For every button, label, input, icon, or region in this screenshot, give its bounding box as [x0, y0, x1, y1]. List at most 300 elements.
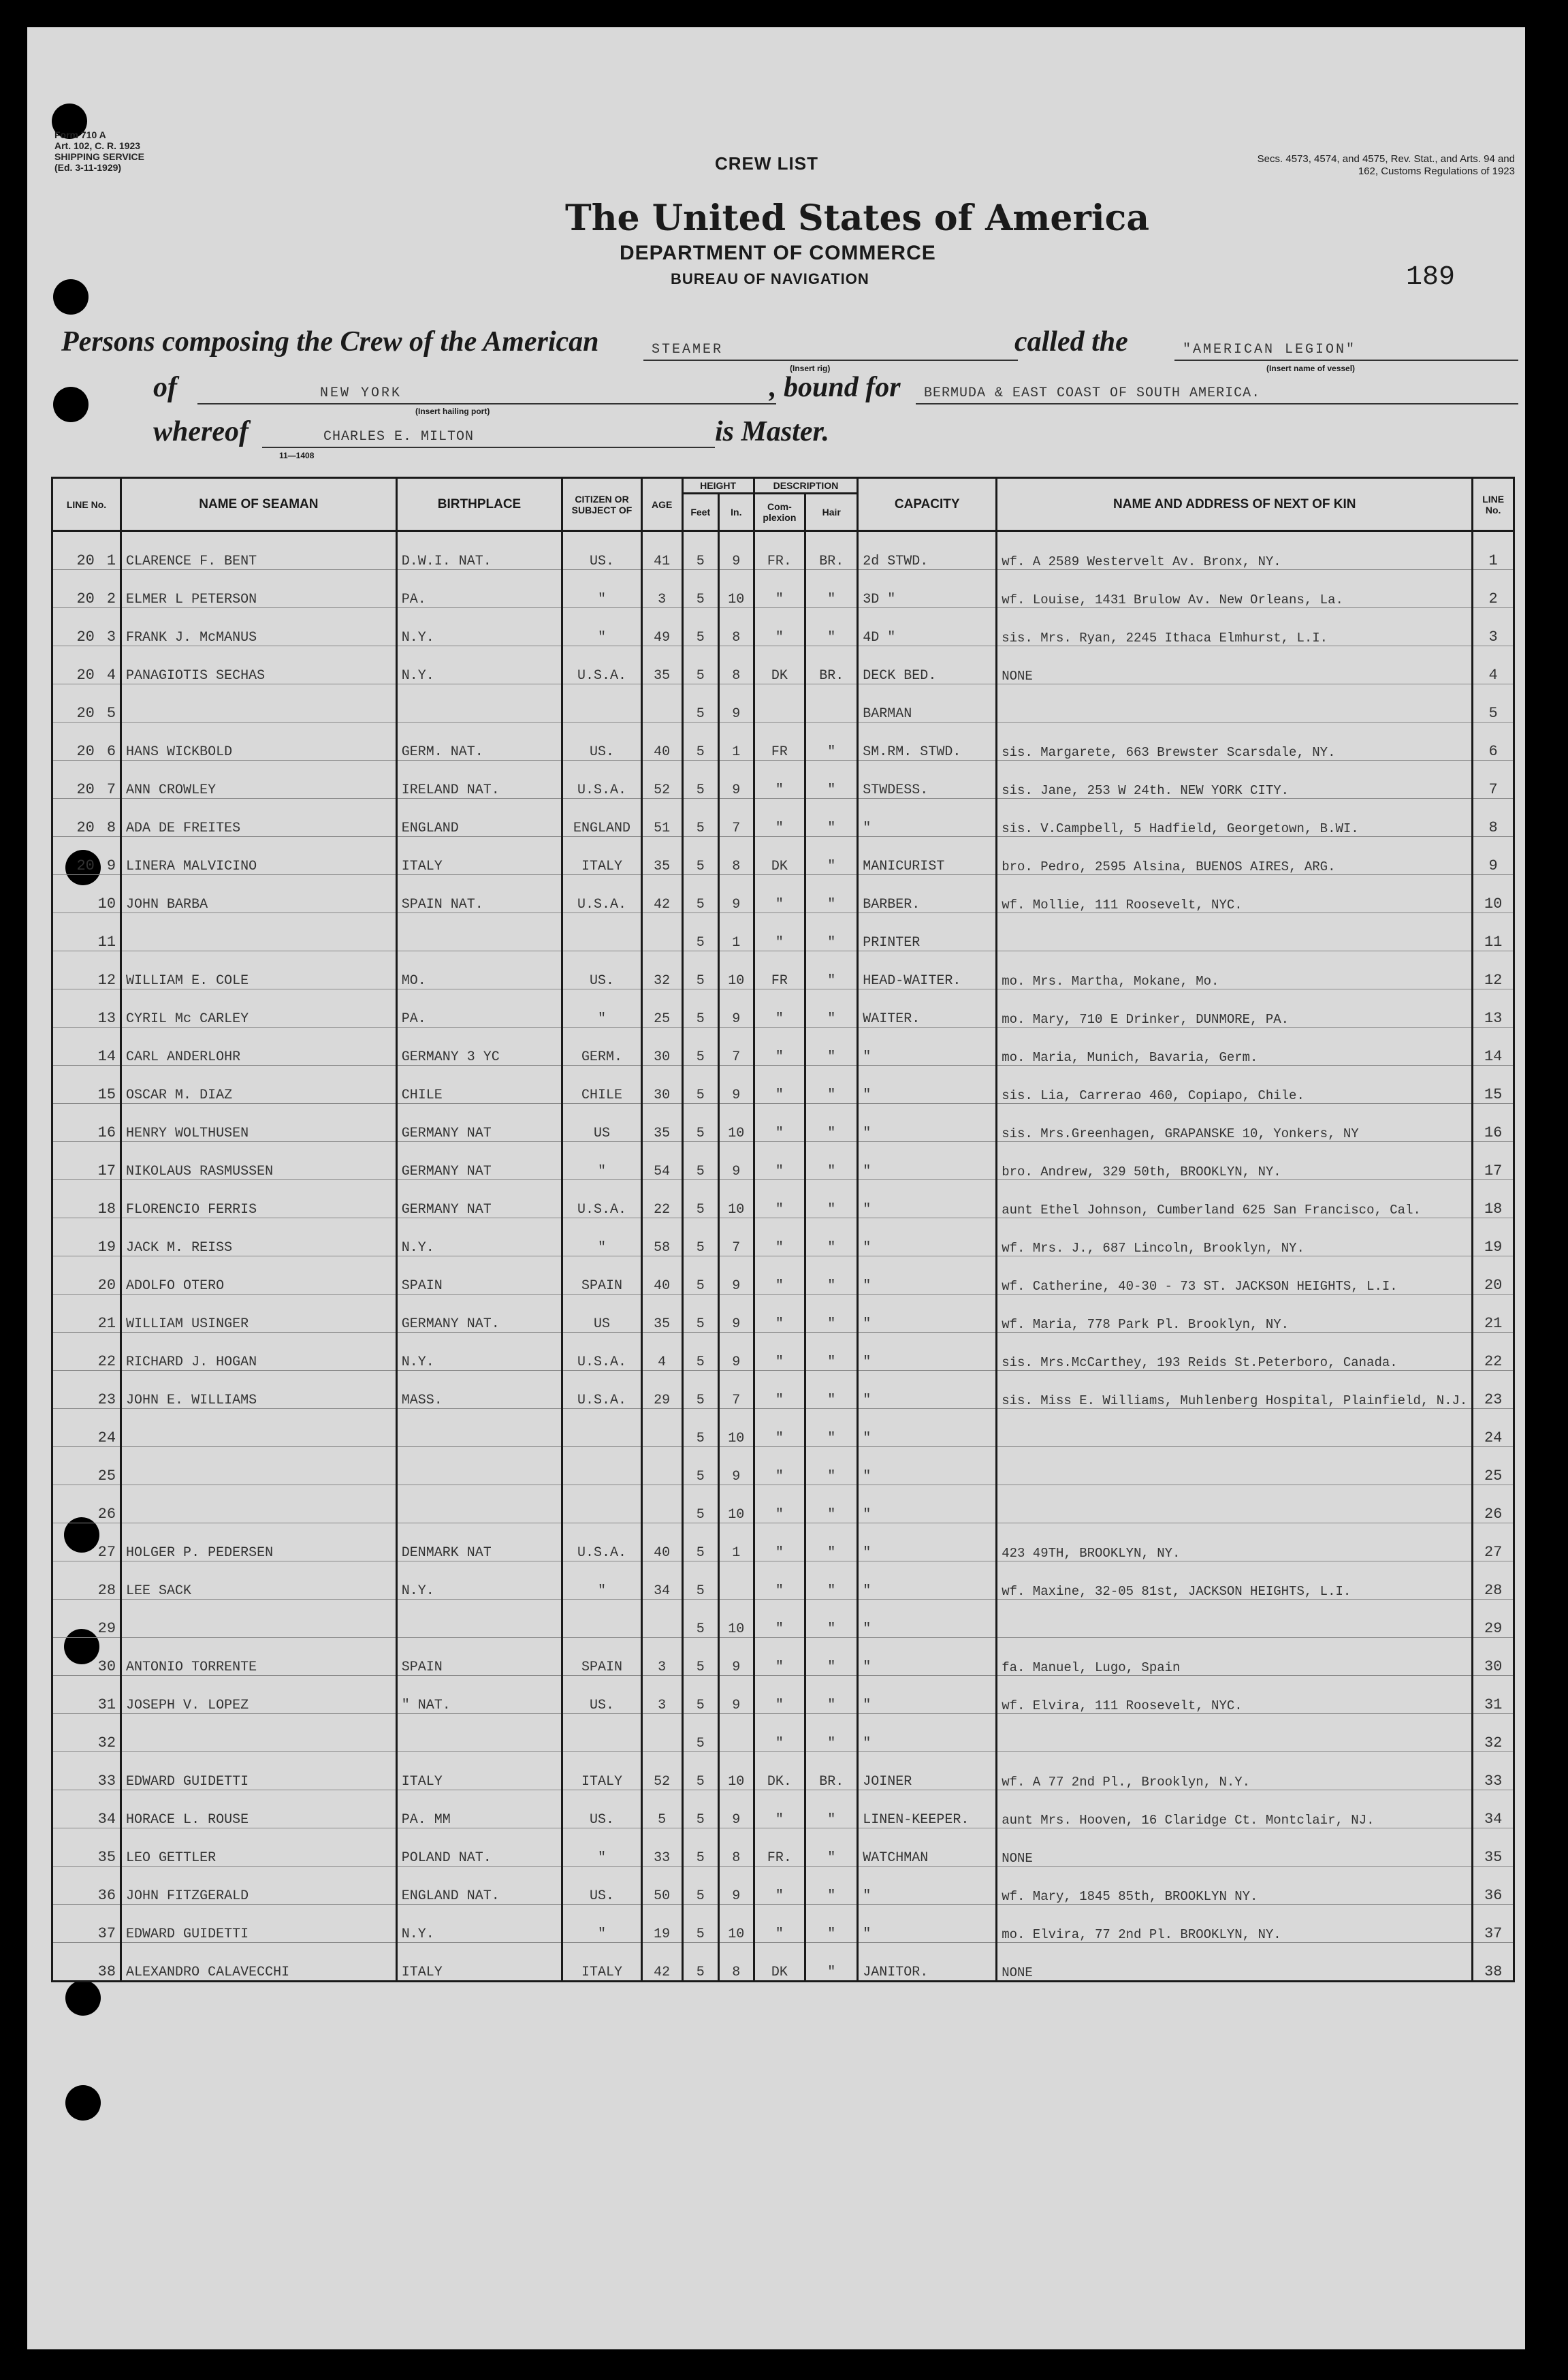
bureau-title: BUREAU OF NAVIGATION [671, 270, 869, 287]
age: 4 [641, 1333, 682, 1371]
age: 42 [641, 1943, 682, 1982]
age: 42 [641, 875, 682, 913]
citizenship: US. [562, 1867, 641, 1905]
citizenship: US. [562, 1676, 641, 1714]
citizenship: U.S.A. [562, 1180, 641, 1218]
hair: " [805, 1256, 858, 1295]
height-feet: 5 [682, 1828, 718, 1867]
hair: " [805, 1447, 858, 1485]
line-number-right: 5 [1473, 684, 1514, 723]
height-feet: 5 [682, 1485, 718, 1523]
line-number-right: 17 [1473, 1142, 1514, 1180]
line-number-right: 32 [1473, 1714, 1514, 1752]
hair: " [805, 1142, 858, 1180]
birthplace: D.W.I. NAT. [396, 531, 562, 570]
height-feet: 5 [682, 646, 718, 684]
age: 58 [641, 1218, 682, 1256]
table-row [52, 1409, 1514, 1447]
citizenship: GERM. [562, 1028, 641, 1066]
birthplace [396, 684, 562, 723]
seaman-name [121, 1600, 397, 1638]
height-feet: 5 [682, 1943, 718, 1982]
height-feet: 5 [682, 608, 718, 646]
line-value: 14 [97, 1048, 116, 1065]
capacity: " [858, 1066, 997, 1104]
line-value: 8 [106, 819, 116, 836]
hair: " [805, 837, 858, 875]
hair: " [805, 1333, 858, 1371]
table-row [52, 1600, 1514, 1638]
line-number [52, 1752, 121, 1790]
line-number-right: 16 [1473, 1104, 1514, 1142]
next-of-kin [997, 1600, 1473, 1638]
line-number-right: 30 [1473, 1638, 1514, 1676]
height-inches: 10 [718, 951, 754, 989]
table-row [52, 570, 1514, 608]
hair: " [805, 1295, 858, 1333]
complexion: " [754, 1409, 805, 1447]
birthplace: GERMANY NAT [396, 1104, 562, 1142]
birthplace [396, 1485, 562, 1523]
line-number-right: 2 [1473, 570, 1514, 608]
line-prefix: 20 [76, 590, 95, 607]
height-inches: 10 [718, 1600, 754, 1638]
citizenship: ITALY [562, 1943, 641, 1982]
line-value: 35 [97, 1849, 116, 1866]
height-feet: 5 [682, 913, 718, 951]
line-number [52, 723, 121, 761]
next-of-kin: sis. Margarete, 663 Brewster Scarsdale, NY. [997, 723, 1473, 761]
line-number-right: 14 [1473, 1028, 1514, 1066]
capacity: " [858, 1485, 997, 1523]
hair: " [805, 1561, 858, 1600]
hair: " [805, 1714, 858, 1752]
age [641, 1714, 682, 1752]
next-of-kin: aunt Mrs. Hooven, 16 Claridge Ct. Montclair, NJ. [997, 1790, 1473, 1828]
seaman-name: JOHN BARBA [121, 875, 397, 913]
birthplace: CHILE [396, 1066, 562, 1104]
citizenship: ENGLAND [562, 799, 641, 837]
citizenship: US [562, 1104, 641, 1142]
line-prefix: 20 [76, 781, 95, 798]
height-feet: 5 [682, 1142, 718, 1180]
next-of-kin: wf. Mary, 1845 85th, BROOKLYN NY. [997, 1867, 1473, 1905]
table-row [52, 646, 1514, 684]
line-number-right: 29 [1473, 1600, 1514, 1638]
next-of-kin [997, 1485, 1473, 1523]
height-inches: 8 [718, 608, 754, 646]
of-label: of [153, 372, 177, 403]
capacity: " [858, 1714, 997, 1752]
seaman-name [121, 1409, 397, 1447]
capacity: HEAD-WAITER. [858, 951, 997, 989]
master-field: CHARLES E. MILTON [262, 426, 715, 448]
seaman-name: CARL ANDERLOHR [121, 1028, 397, 1066]
citizenship: U.S.A. [562, 875, 641, 913]
line-value: 19 [97, 1239, 116, 1256]
line-number-right: 36 [1473, 1867, 1514, 1905]
height-inches: 1 [718, 913, 754, 951]
capacity: JANITOR. [858, 1943, 997, 1982]
citizenship: " [562, 608, 641, 646]
age-header: AGE [641, 478, 682, 531]
capacity: " [858, 1409, 997, 1447]
line-number-right: 34 [1473, 1790, 1514, 1828]
table-row [52, 1943, 1514, 1982]
line-number [52, 989, 121, 1028]
next-of-kin: sis. Jane, 253 W 24th. NEW YORK CITY. [997, 761, 1473, 799]
kin-header: NAME AND ADDRESS OF NEXT OF KIN [997, 478, 1473, 531]
line-number-right: 22 [1473, 1333, 1514, 1371]
capacity: " [858, 1142, 997, 1180]
height-feet: 5 [682, 1333, 718, 1371]
line-value: 13 [97, 1010, 116, 1027]
capacity: " [858, 799, 997, 837]
birthplace: PA. [396, 989, 562, 1028]
table-row [52, 837, 1514, 875]
seaman-name: JOHN E. WILLIAMS [121, 1371, 397, 1409]
seaman-name: JOHN FITZGERALD [121, 1867, 397, 1905]
birthplace [396, 913, 562, 951]
citizenship: US. [562, 1790, 641, 1828]
complexion: " [754, 1676, 805, 1714]
age: 52 [641, 761, 682, 799]
line-value: 3 [106, 629, 116, 646]
line-value: 5 [106, 705, 116, 722]
age: 29 [641, 1371, 682, 1409]
next-of-kin: 423 49TH, BROOKLYN, NY. [997, 1523, 1473, 1561]
table-row [52, 989, 1514, 1028]
hair: " [805, 1409, 858, 1447]
seaman-name: WILLIAM USINGER [121, 1295, 397, 1333]
statute-reference: Secs. 4573, 4574, and 4575, Rev. Stat., and Arts. 94 and 162, Customs Regulations of 1923 [1257, 153, 1515, 177]
height-inches: 9 [718, 989, 754, 1028]
next-of-kin: fa. Manuel, Lugo, Spain [997, 1638, 1473, 1676]
age: 51 [641, 799, 682, 837]
form-number: Form 710 A Art. 102, C. R. 1923 SHIPPING SERVICE (Ed. 3-11-1929) [54, 129, 145, 173]
height-inches: 1 [718, 723, 754, 761]
complexion: " [754, 1295, 805, 1333]
next-of-kin: sis. Mrs.Greenhagen, GRAPANSKE 10, Yonkers, NY [997, 1104, 1473, 1142]
seaman-name: FLORENCIO FERRIS [121, 1180, 397, 1218]
line-number-right: 7 [1473, 761, 1514, 799]
inches-header: In. [718, 494, 754, 531]
line-number [52, 1447, 121, 1485]
height-inches: 9 [718, 1066, 754, 1104]
birthplace: N.Y. [396, 1333, 562, 1371]
line-value: 1 [106, 552, 116, 569]
hair: " [805, 723, 858, 761]
punch-hole [53, 387, 89, 422]
line-number [52, 1256, 121, 1295]
line-number [52, 1371, 121, 1409]
seaman-name [121, 1714, 397, 1752]
hair: " [805, 1066, 858, 1104]
complexion: " [754, 1104, 805, 1142]
birthplace: GERM. NAT. [396, 723, 562, 761]
table-row [52, 875, 1514, 913]
capacity: 4D " [858, 608, 997, 646]
height-inches: 10 [718, 1752, 754, 1790]
capacity: " [858, 1104, 997, 1142]
capacity: " [858, 1218, 997, 1256]
height-inches: 8 [718, 646, 754, 684]
capacity: " [858, 1447, 997, 1485]
height-feet: 5 [682, 951, 718, 989]
line-number [52, 1409, 121, 1447]
table-row [52, 1867, 1514, 1905]
height-feet: 5 [682, 1714, 718, 1752]
line-number [52, 1066, 121, 1104]
citizenship [562, 913, 641, 951]
line-number [52, 1638, 121, 1676]
next-of-kin: mo. Elvira, 77 2nd Pl. BROOKLYN, NY. [997, 1905, 1473, 1943]
capacity: " [858, 1867, 997, 1905]
birthplace: N.Y. [396, 646, 562, 684]
hair: " [805, 1867, 858, 1905]
citizenship [562, 1409, 641, 1447]
line-number [52, 1790, 121, 1828]
line-number-right: 1 [1473, 531, 1514, 570]
line-value: 21 [97, 1315, 116, 1332]
line-number [52, 608, 121, 646]
citizenship: " [562, 1905, 641, 1943]
birthplace: GERMANY NAT [396, 1142, 562, 1180]
line-value: 22 [97, 1353, 116, 1370]
complexion: " [754, 1218, 805, 1256]
line-number-right: 19 [1473, 1218, 1514, 1256]
seaman-name: JACK M. REISS [121, 1218, 397, 1256]
height-inches: 10 [718, 1180, 754, 1218]
seaman-name: EDWARD GUIDETTI [121, 1752, 397, 1790]
height-inches: 9 [718, 531, 754, 570]
table-row [52, 1790, 1514, 1828]
seaman-name [121, 1447, 397, 1485]
next-of-kin: mo. Mary, 710 E Drinker, DUNMORE, PA. [997, 989, 1473, 1028]
height-feet: 5 [682, 1561, 718, 1600]
line-number-right: 18 [1473, 1180, 1514, 1218]
citizenship [562, 1485, 641, 1523]
height-inches: 10 [718, 1104, 754, 1142]
height-feet: 5 [682, 1104, 718, 1142]
page-number: 189 [1406, 262, 1456, 293]
height-feet: 5 [682, 1218, 718, 1256]
line-number [52, 1523, 121, 1561]
birthplace [396, 1600, 562, 1638]
line-number-right: 27 [1473, 1523, 1514, 1561]
line-value: 11 [97, 934, 116, 951]
line-number [52, 1714, 121, 1752]
hair [805, 684, 858, 723]
citizenship [562, 1714, 641, 1752]
birthplace: GERMANY NAT. [396, 1295, 562, 1333]
complexion: " [754, 1333, 805, 1371]
complexion: " [754, 1523, 805, 1561]
line-value: 23 [97, 1391, 116, 1408]
form-code: 11—1408 [279, 451, 315, 460]
height-inches: 9 [718, 1256, 754, 1295]
complexion-header: Com-plexion [754, 494, 805, 531]
line-value: 31 [97, 1696, 116, 1713]
age: 35 [641, 646, 682, 684]
citizenship: SPAIN [562, 1638, 641, 1676]
next-of-kin: wf. Maria, 778 Park Pl. Brooklyn, NY. [997, 1295, 1473, 1333]
line-number [52, 570, 121, 608]
complexion: DK [754, 1943, 805, 1982]
line-number-right: 6 [1473, 723, 1514, 761]
table-row [52, 1752, 1514, 1790]
line-prefix: 20 [76, 819, 95, 836]
next-of-kin: mo. Maria, Munich, Bavaria, Germ. [997, 1028, 1473, 1066]
height-feet: 5 [682, 1905, 718, 1943]
complexion: FR. [754, 531, 805, 570]
table-row [52, 1905, 1514, 1943]
line-value: 4 [106, 667, 116, 684]
hair: " [805, 1523, 858, 1561]
line-value: 9 [106, 857, 116, 874]
height-inches: 10 [718, 1485, 754, 1523]
birthplace [396, 1447, 562, 1485]
vessel-name-field: "AMERICAN LEGION" [1174, 339, 1518, 361]
complexion: " [754, 1180, 805, 1218]
vessel-name-hint: (Insert name of vessel) [1266, 364, 1356, 373]
line-value: 10 [97, 895, 116, 913]
birthplace: DENMARK NAT [396, 1523, 562, 1561]
age: 50 [641, 1867, 682, 1905]
citizenship: U.S.A. [562, 1371, 641, 1409]
persons-label: Persons composing the Crew of the American [61, 326, 599, 358]
line-number-right: 38 [1473, 1943, 1514, 1982]
line-number [52, 1561, 121, 1600]
citizenship: " [562, 570, 641, 608]
height-inches: 7 [718, 1371, 754, 1409]
capacity: " [858, 1600, 997, 1638]
hair: " [805, 951, 858, 989]
citizenship: ITALY [562, 1752, 641, 1790]
hair: BR. [805, 1752, 858, 1790]
capacity: MANICURIST [858, 837, 997, 875]
hair: BR. [805, 531, 858, 570]
line-number-right: 33 [1473, 1752, 1514, 1790]
rig-hint: (Insert rig) [790, 364, 831, 373]
citizenship: CHILE [562, 1066, 641, 1104]
age [641, 684, 682, 723]
height-feet: 5 [682, 723, 718, 761]
line-number [52, 1676, 121, 1714]
line-number [52, 1867, 121, 1905]
complexion: FR. [754, 1828, 805, 1867]
seaman-name: HORACE L. ROUSE [121, 1790, 397, 1828]
hair: " [805, 1600, 858, 1638]
age: 3 [641, 1676, 682, 1714]
citizenship: ITALY [562, 837, 641, 875]
line-value: 7 [106, 781, 116, 798]
age: 25 [641, 989, 682, 1028]
seaman-name: HENRY WOLTHUSEN [121, 1104, 397, 1142]
height-feet: 5 [682, 570, 718, 608]
line-value: 24 [97, 1429, 116, 1446]
birthplace: SPAIN [396, 1256, 562, 1295]
seaman-name [121, 684, 397, 723]
height-inches: 9 [718, 1638, 754, 1676]
height-feet: 5 [682, 1028, 718, 1066]
next-of-kin [997, 1714, 1473, 1752]
citizenship: U.S.A. [562, 646, 641, 684]
age: 40 [641, 1256, 682, 1295]
line-number [52, 951, 121, 989]
table-row [52, 1523, 1514, 1561]
table-row [52, 1371, 1514, 1409]
hair: " [805, 1905, 858, 1943]
line-value: 17 [97, 1162, 116, 1179]
age: 34 [641, 1561, 682, 1600]
capacity: STWDESS. [858, 761, 997, 799]
complexion: FR [754, 723, 805, 761]
table-row [52, 723, 1514, 761]
seaman-name: HOLGER P. PEDERSEN [121, 1523, 397, 1561]
line-prefix: 20 [76, 629, 95, 646]
age: 3 [641, 1638, 682, 1676]
line-number-right: 4 [1473, 646, 1514, 684]
height-feet: 5 [682, 1180, 718, 1218]
line-value: 12 [97, 972, 116, 989]
age: 30 [641, 1028, 682, 1066]
name-header: NAME OF SEAMAN [121, 478, 397, 531]
next-of-kin [997, 913, 1473, 951]
age [641, 913, 682, 951]
next-of-kin: mo. Mrs. Martha, Mokane, Mo. [997, 951, 1473, 989]
birthplace [396, 1409, 562, 1447]
capacity: " [858, 1638, 997, 1676]
seaman-name: HANS WICKBOLD [121, 723, 397, 761]
line-value: 36 [97, 1887, 116, 1904]
birthplace: ENGLAND [396, 799, 562, 837]
height-inches [718, 1561, 754, 1600]
height-inches: 7 [718, 1218, 754, 1256]
hair: " [805, 875, 858, 913]
department-title: DEPARTMENT OF COMMERCE [620, 242, 936, 264]
complexion: " [754, 1066, 805, 1104]
next-of-kin: sis. Miss E. Williams, Muhlenberg Hospital, Plainfield, N.J. [997, 1371, 1473, 1409]
height-inches: 9 [718, 1790, 754, 1828]
line-number [52, 1905, 121, 1943]
height-feet: 5 [682, 1066, 718, 1104]
seaman-name: OSCAR M. DIAZ [121, 1066, 397, 1104]
capacity: " [858, 1561, 997, 1600]
hair: " [805, 1218, 858, 1256]
destination-field: BERMUDA & EAST COAST OF SOUTH AMERICA. [916, 383, 1518, 404]
complexion: " [754, 1638, 805, 1676]
line-number [52, 875, 121, 913]
birthplace: N.Y. [396, 1905, 562, 1943]
hailing-port-field: NEW YORK [197, 383, 776, 404]
age: 54 [641, 1142, 682, 1180]
next-of-kin: wf. Mrs. J., 687 Lincoln, Brooklyn, NY. [997, 1218, 1473, 1256]
birthplace: ITALY [396, 1752, 562, 1790]
line-number-right: 20 [1473, 1256, 1514, 1295]
line-number [52, 799, 121, 837]
height-inches: 9 [718, 1295, 754, 1333]
called-label: called the [1014, 326, 1128, 358]
age: 40 [641, 1523, 682, 1561]
seaman-name [121, 1485, 397, 1523]
seaman-name: ALEXANDRO CALAVECCHI [121, 1943, 397, 1982]
line-number-right: 9 [1473, 837, 1514, 875]
capacity: 2d STWD. [858, 531, 997, 570]
age: 35 [641, 837, 682, 875]
line-value: 16 [97, 1124, 116, 1141]
height-inches: 9 [718, 875, 754, 913]
